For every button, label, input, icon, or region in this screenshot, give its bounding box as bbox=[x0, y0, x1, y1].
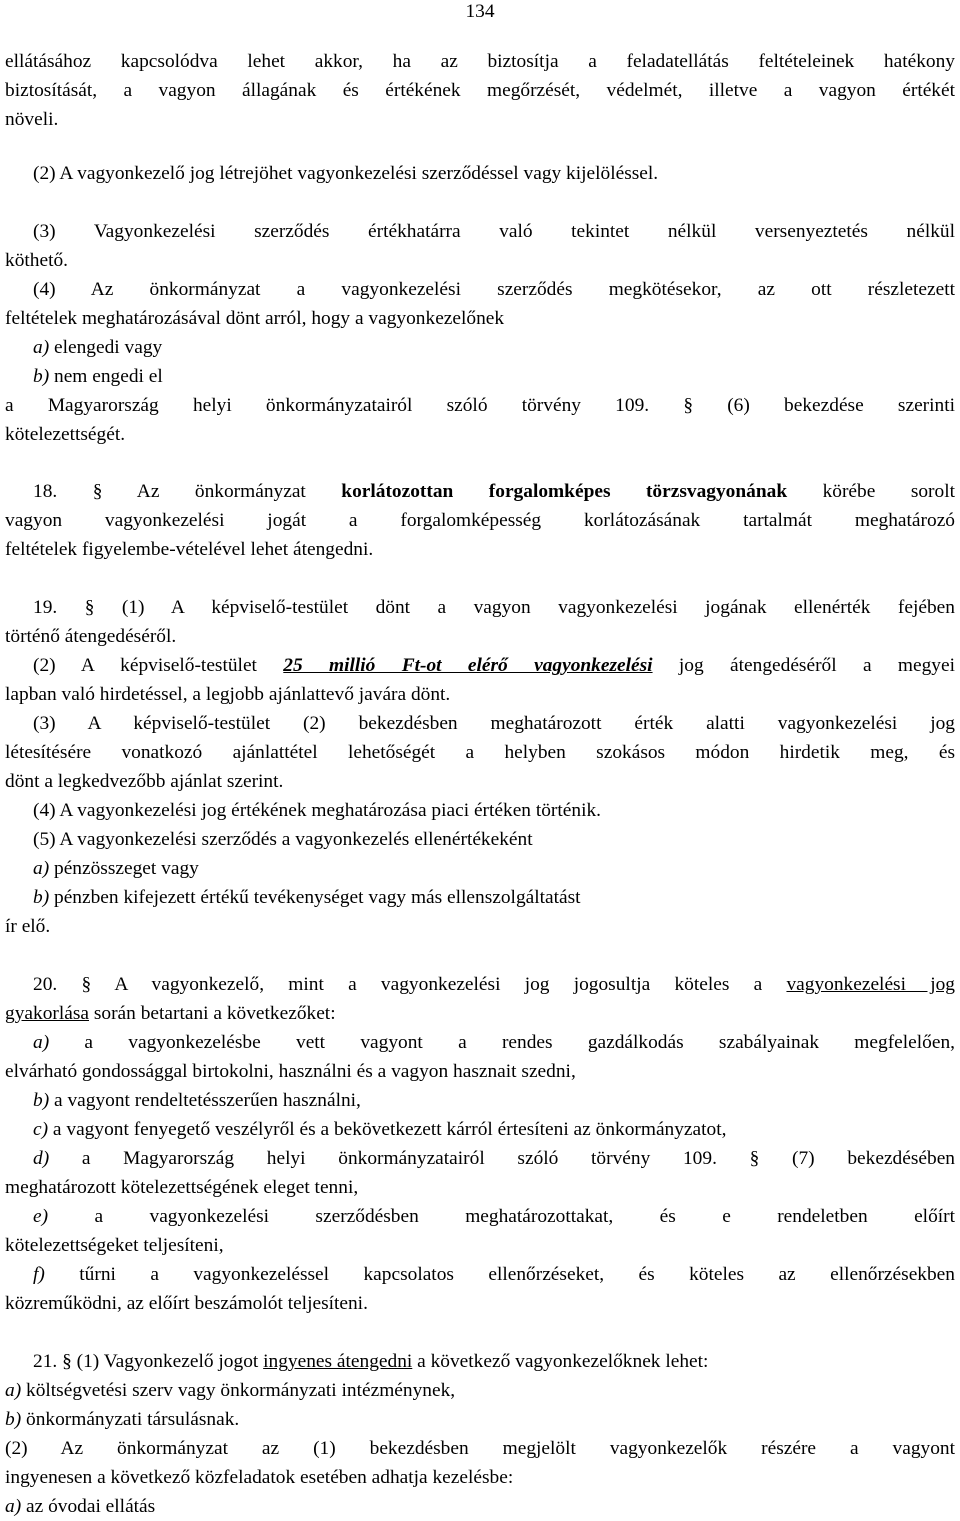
text-span: a) bbox=[33, 337, 50, 358]
text-line bbox=[5, 772, 955, 791]
text-line bbox=[5, 627, 955, 646]
text-span: tűrni a vagyonkezeléssel kapcsolatos ellenőrzéseket, és köteles az ellenőrzésekben bbox=[44, 1264, 955, 1285]
text-span: (3) Vagyonkezelési szerződés értékhatárra való tekintet nélkül versenyeztetés nélkül bbox=[33, 221, 955, 242]
text-line bbox=[33, 222, 955, 241]
text-span: ingyenes átengedni bbox=[263, 1351, 413, 1372]
text-span: b) bbox=[5, 1409, 22, 1430]
text-line bbox=[5, 1410, 955, 1429]
text-line bbox=[5, 1381, 955, 1400]
text-span: b) bbox=[33, 366, 50, 387]
text-span: pénzösszeget vagy bbox=[49, 858, 199, 879]
text-span: (4) Az önkormányzat a vagyonkezelési szerződés megkötésekor, az ott részletezett bbox=[33, 279, 955, 300]
text-span: köthető. bbox=[5, 250, 69, 271]
text-span: növeli. bbox=[5, 109, 59, 130]
text-span: a következő vagyonkezelőknek lehet: bbox=[412, 1351, 709, 1372]
text-span: c) bbox=[33, 1119, 49, 1140]
text-span: kötelezettségeket teljesíteni, bbox=[5, 1235, 224, 1256]
text-line bbox=[5, 52, 955, 71]
text-line bbox=[5, 425, 955, 444]
text-span: b) bbox=[33, 1090, 50, 1111]
text-line bbox=[33, 859, 955, 878]
text-span: a) bbox=[33, 858, 50, 879]
text-span: elengedi vagy bbox=[49, 337, 163, 358]
text-span: az óvodai ellátás bbox=[21, 1496, 156, 1517]
text-line bbox=[33, 975, 955, 994]
text-line bbox=[33, 1207, 955, 1226]
text-span: 25 millió Ft-ot elérő vagyonkezelési bbox=[283, 655, 653, 676]
text-span: a) bbox=[33, 1032, 50, 1053]
text-span: során betartani a következőket: bbox=[89, 1003, 336, 1024]
text-line bbox=[33, 598, 955, 617]
text-span: vagyonkezelési jog bbox=[786, 974, 955, 995]
text-span: 18. § Az önkormányzat bbox=[33, 481, 342, 502]
text-line bbox=[5, 1294, 955, 1313]
text-span: vagyon vagyonkezelési jogát a forgalomképesség korlátozásának tartalmát meghatározó bbox=[5, 510, 955, 531]
text-line bbox=[5, 685, 955, 704]
text-span: a Magyarország helyi önkormányzatairól szóló törvény 109. § (7) bekezdésében bbox=[49, 1148, 955, 1169]
text-line bbox=[5, 743, 955, 762]
text-span: d) bbox=[33, 1148, 50, 1169]
text-span: (2) A vagyonkezelő jog létrejöhet vagyonkezelési szerződéssel vagy kijelöléssel. bbox=[33, 163, 659, 184]
text-span: pénzben kifejezett értékű tevékenységet vagy más ellenszolgáltatást bbox=[49, 887, 581, 908]
text-line bbox=[33, 1149, 955, 1168]
text-line bbox=[33, 830, 955, 849]
text-span: önkormányzati társulásnak. bbox=[21, 1409, 240, 1430]
text-span: ingyenesen a következő közfeladatok esetében adhatja kezelésbe: bbox=[5, 1467, 514, 1488]
page-number: 134 bbox=[465, 1, 495, 22]
text-span: a vagyonkezelésbe vett vagyont a rendes gazdálkodás szabályainak megfelelően, bbox=[49, 1032, 955, 1053]
text-span: a vagyonkezelési szerződésben meghatározottakat, és e rendeletben előírt bbox=[48, 1206, 955, 1227]
text-line bbox=[33, 164, 955, 183]
text-line bbox=[5, 1468, 955, 1487]
text-line bbox=[33, 482, 955, 501]
text-span: (2) A képviselő-testület bbox=[33, 655, 284, 676]
text-line bbox=[33, 656, 955, 675]
text-span: 19. § (1) A képviselő-testület dönt a vagyon vagyonkezelési jogának ellenérték fejében bbox=[33, 597, 955, 618]
text-span: létesítésére vonatkozó ajánlattétel lehetőségét a helyben szokásos módon hirdetik meg, és bbox=[5, 742, 955, 763]
text-span: korlátozottan forgalomképes törzsvagyonának bbox=[341, 481, 788, 502]
text-span: a Magyarország helyi önkormányzatairól szóló törvény 109. § (6) bekezdése szerinti bbox=[5, 395, 955, 416]
text-span: költségvetési szerv vagy önkormányzati intézménynek, bbox=[21, 1380, 456, 1401]
text-line bbox=[33, 1352, 955, 1371]
text-span: (5) A vagyonkezelési szerződés a vagyonkezelés ellenértékeként bbox=[33, 829, 533, 850]
text-span: jog átengedéséről a megyei bbox=[652, 655, 955, 676]
text-span: e) bbox=[33, 1206, 49, 1227]
text-span: gyakorlása bbox=[5, 1003, 89, 1024]
text-line bbox=[33, 714, 955, 733]
text-line bbox=[5, 396, 955, 415]
text-span: nem engedi el bbox=[49, 366, 163, 387]
text-line bbox=[5, 1236, 955, 1255]
text-line bbox=[33, 338, 955, 357]
text-line bbox=[5, 309, 955, 328]
text-span: ír elő. bbox=[5, 916, 51, 937]
text-line bbox=[33, 367, 955, 386]
text-span: elvárható gondossággal birtokolni, használni és a vagyon hasznait szedni, bbox=[5, 1061, 576, 1082]
text-span: biztosítását, a vagyon állagának és értékének megőrzését, védelmét, illetve a vagyon értékét bbox=[5, 80, 955, 101]
text-span: lapban való hirdetéssel, a legjobb ajánlattevő javára dönt. bbox=[5, 684, 451, 705]
text-line bbox=[5, 110, 955, 129]
text-span: 20. § A vagyonkezelő, mint a vagyonkezelési jog jogosultja köteles a bbox=[33, 974, 787, 995]
text-line bbox=[33, 801, 955, 820]
text-line bbox=[5, 1178, 955, 1197]
text-line bbox=[5, 1497, 955, 1516]
text-span: dönt a legkedvezőbb ajánlat szerint. bbox=[5, 771, 284, 792]
text-line bbox=[5, 511, 955, 530]
text-line bbox=[33, 1091, 955, 1110]
text-line bbox=[33, 280, 955, 299]
text-span: 21. § (1) Vagyonkezelő jogot bbox=[33, 1351, 264, 1372]
text-span: a vagyont rendeltetésszerűen használni, bbox=[49, 1090, 361, 1111]
text-span: történő átengedéséről. bbox=[5, 626, 177, 647]
text-span: ellátásához kapcsolódva lehet akkor, ha az biztosítja a feladatellátás feltételeinek hatékony bbox=[5, 51, 955, 72]
text-span: (3) A képviselő-testület (2) bekezdésben meghatározott érték alatti vagyonkezelési jog bbox=[33, 713, 955, 734]
text-line bbox=[5, 1062, 955, 1081]
text-span: közreműködni, az előírt beszámolót teljesíteni. bbox=[5, 1293, 368, 1314]
text-span: (2) Az önkormányzat az (1) bekezdésben megjelölt vagyonkezelők részére a vagyont bbox=[5, 1438, 955, 1459]
text-line bbox=[33, 1033, 955, 1052]
text-line bbox=[5, 540, 955, 559]
text-line bbox=[33, 1265, 955, 1284]
text-line bbox=[33, 888, 955, 907]
text-line bbox=[5, 917, 955, 936]
text-span: (4) A vagyonkezelési jog értékének meghatározása piaci értéken történik. bbox=[33, 800, 602, 821]
text-span: feltételek meghatározásával dönt arról, hogy a vagyonkezelőnek bbox=[5, 308, 505, 329]
text-line bbox=[5, 81, 955, 100]
text-line bbox=[5, 251, 955, 270]
text-span: körébe sorolt bbox=[787, 481, 955, 502]
text-span: meghatározott kötelezettségének eleget tenni, bbox=[5, 1177, 359, 1198]
text-span: a) bbox=[5, 1496, 22, 1517]
text-line bbox=[33, 1120, 955, 1139]
text-span: f) bbox=[33, 1264, 45, 1285]
text-span: b) bbox=[33, 887, 50, 908]
text-span: a) bbox=[5, 1380, 22, 1401]
text-span: a vagyont fenyegető veszélyről és a bekövetkezett kárról értesíteni az önkormányzatot, bbox=[48, 1119, 727, 1140]
text-line bbox=[5, 1439, 955, 1458]
text-span: kötelezettségét. bbox=[5, 424, 126, 445]
text-span: feltételek figyelembe-vételével lehet átengedni. bbox=[5, 539, 374, 560]
text-line bbox=[5, 1004, 955, 1023]
